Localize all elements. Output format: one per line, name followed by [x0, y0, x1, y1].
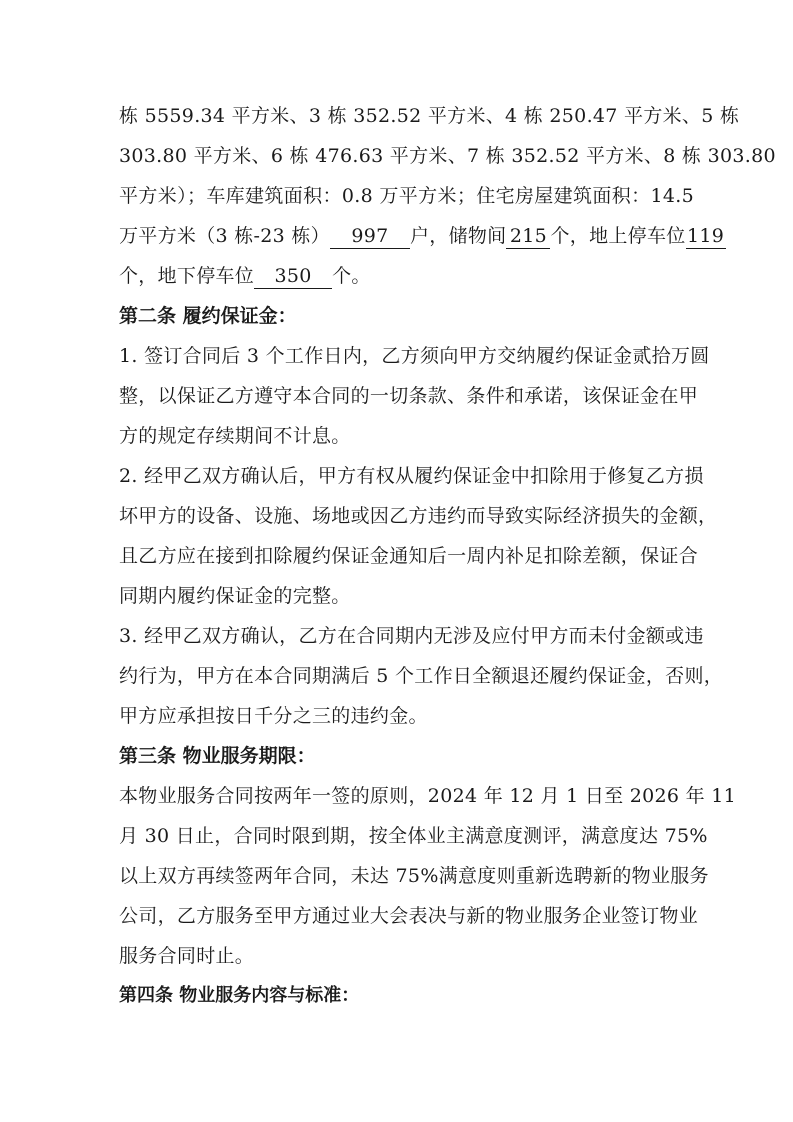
underground-parking-value: 350: [254, 264, 332, 289]
article-2-line: 2. 经甲乙双方确认后，甲方有权从履约保证金中扣除用于修复乙方损: [119, 465, 704, 487]
article-2-line: 甲方应承担按日千分之三的违约金。: [119, 705, 428, 727]
households-line: [119, 216, 725, 256]
article-3-line: 公司，乙方服务至甲方通过业大会表决与新的物业服务企业签订物业: [119, 905, 699, 927]
article-2-line: 约行为，甲方在本合同期满后 5 个工作日全额退还履约保证金，否则，: [119, 665, 724, 687]
ground-parking-value: 119: [687, 225, 725, 247]
storage-value: 215: [506, 224, 550, 249]
households-value: 997: [330, 224, 410, 249]
households-prefix: 万平方米（3 栋-23 栋）: [119, 225, 330, 247]
article-2-line: 且乙方应在接到扣除履约保证金通知后一周内补足扣除差额，保证合: [119, 545, 699, 567]
article-3-line: 本物业服务合同按两年一签的原则，2024 年 12 月 1 日至 2026 年 11: [119, 785, 737, 807]
article-3-line: 月 30 日止，合同时限到期，按全体业主满意度测评，满意度达 75%: [119, 825, 708, 847]
article-3-line: 服务合同时止。: [119, 945, 255, 967]
ground-parking-label: 个，地上停车位: [550, 225, 686, 247]
article-2-heading: 第二条 履约保证金：: [119, 305, 297, 327]
article-2-line: 方的规定存续期间不计息。: [119, 425, 351, 447]
article-3-heading: 第三条 物业服务期限：: [119, 745, 316, 767]
storage-label: 户，储物间: [409, 225, 507, 247]
article-2-line: 坏甲方的设备、设施、场地或因乙方违约而导致实际经济损失的金额，: [119, 505, 718, 527]
article-2-line: 整，以保证乙方遵守本合同的一切条款、条件和承诺，该保证金在甲: [119, 385, 699, 407]
article-2-line: 同期内履约保证金的完整。: [119, 585, 351, 607]
underground-parking-label: 个，地下停车位: [119, 265, 255, 287]
area-line-1: 栋 5559.34 平方米、3 栋 352.52 平方米、4 栋 250.47 平方米、5 栋: [119, 105, 740, 127]
article-3-line: 以上双方再续签两年合同，未达 75%满意度则重新选聘新的物业服务: [119, 865, 709, 887]
article-2-line: 1. 签订合同后 3 个工作日内，乙方须向甲方交纳履约保证金贰拾万圆: [119, 345, 710, 367]
area-line-2: 303.80 平方米、6 栋 476.63 平方米、7 栋 352.52 平方米、8 栋 303.80: [119, 145, 776, 167]
document-page: [119, 96, 776, 1016]
parking-line: [119, 256, 694, 296]
area-line-3: 平方米）；车库建筑面积：0.8 万平方米；住宅房屋建筑面积：14.5: [119, 185, 694, 207]
article-4-heading: 第四条 物业服务内容与标准：: [119, 985, 360, 1006]
article-2-line: 3. 经甲乙双方确认，乙方在合同期内无涉及应付甲方而未付金额或违: [119, 625, 704, 647]
parking-suffix: 个。: [332, 265, 371, 287]
